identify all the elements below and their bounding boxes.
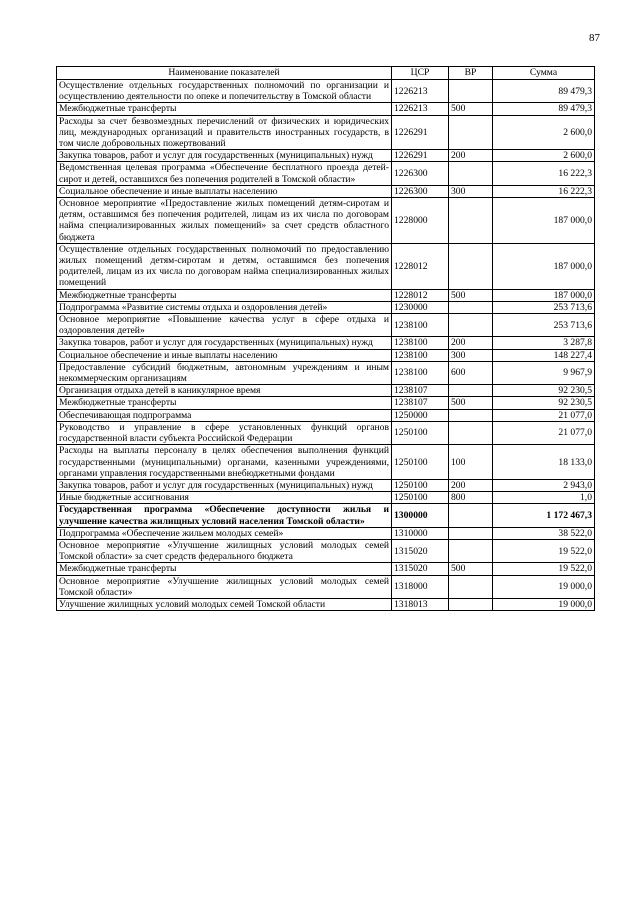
cell-sum: 19 522,0 <box>493 539 595 562</box>
table-row <box>57 527 595 539</box>
cell-name: Подпрограмма «Обеспечение жильем молодых семей» <box>57 527 392 539</box>
cell-sum: 21 077,0 <box>493 421 595 444</box>
cell-vr: 500 <box>449 397 493 409</box>
cell-name: Осуществление отдельных государственных полномочий по организации и осуществлению деятельности по опеке и попечительству в Томской области <box>57 80 392 103</box>
cell-name: Межбюджетные трансферты <box>57 397 392 409</box>
cell-vr: 800 <box>449 492 493 504</box>
cell-csr: 1226213 <box>392 103 449 115</box>
table-row <box>57 243 595 289</box>
cell-name: Расходы за счет безвозмездных перечислений от физических и юридических лиц, международных организаций и правительств иностранных государств, в том числе добровольных пожертвований <box>57 115 392 150</box>
cell-csr: 1226291 <box>392 115 449 150</box>
cell-vr: 200 <box>449 150 493 162</box>
cell-sum: 89 479,3 <box>493 103 595 115</box>
cell-vr <box>449 115 493 150</box>
cell-csr: 1238107 <box>392 397 449 409</box>
table-row <box>57 103 595 115</box>
cell-csr: 1318000 <box>392 575 449 598</box>
cell-name: Руководство и управление в сфере установленных функций органов государственной власти субъекта Российской Федерации <box>57 421 392 444</box>
cell-sum: 187 000,0 <box>493 243 595 289</box>
cell-sum: 89 479,3 <box>493 80 595 103</box>
cell-sum: 19 000,0 <box>493 575 595 598</box>
table-row <box>57 504 595 527</box>
table-row <box>57 150 595 162</box>
cell-vr: 100 <box>449 445 493 480</box>
cell-vr <box>449 598 493 610</box>
cell-sum: 19 000,0 <box>493 598 595 610</box>
cell-csr: 1238100 <box>392 337 449 349</box>
table-row <box>57 445 595 480</box>
cell-name: Закупка товаров, работ и услуг для государственных (муниципальных) нужд <box>57 479 392 491</box>
table-row <box>57 361 595 384</box>
cell-csr: 1230000 <box>392 301 449 313</box>
cell-vr: 600 <box>449 361 493 384</box>
cell-name: Основное мероприятие «Улучшение жилищных условий молодых семей Томской области» за счет средств федерального бюджета <box>57 539 392 562</box>
cell-vr <box>449 421 493 444</box>
cell-vr <box>449 80 493 103</box>
cell-sum: 187 000,0 <box>493 289 595 301</box>
cell-sum: 92 230,5 <box>493 397 595 409</box>
cell-name: Закупка товаров, работ и услуг для государственных (муниципальных) нужд <box>57 150 392 162</box>
cell-name: Осуществление отдельных государственных полномочий по предоставлению жилых помещений детям-сиротам и детям, оставшимся без попечения родителей, лицам из их числа по договорам найма специализированных жилых помещений <box>57 243 392 289</box>
table-row <box>57 397 595 409</box>
cell-csr: 1315020 <box>392 539 449 562</box>
cell-sum: 148 227,4 <box>493 349 595 361</box>
table-row <box>57 115 595 150</box>
cell-name: Государственная программа «Обеспечение доступности жилья и улучшение качества жилищных условий населения Томской области» <box>57 504 392 527</box>
cell-csr: 1226213 <box>392 80 449 103</box>
cell-sum: 253 713,6 <box>493 301 595 313</box>
table-row <box>57 162 595 185</box>
table-row <box>57 539 595 562</box>
cell-name: Основное мероприятие «Улучшение жилищных условий молодых семей Томской области» <box>57 575 392 598</box>
cell-vr: 200 <box>449 479 493 491</box>
cell-sum: 18 133,0 <box>493 445 595 480</box>
cell-name: Расходы на выплаты персоналу в целях обеспечения выполнения функций государственными (муниципальными) органами, казенными учреждениями, органами управления государственными внебюджетными фондами <box>57 445 392 480</box>
cell-csr: 1226300 <box>392 162 449 185</box>
cell-name: Межбюджетные трансферты <box>57 103 392 115</box>
cell-sum: 187 000,0 <box>493 198 595 244</box>
table-row <box>57 575 595 598</box>
cell-sum: 21 077,0 <box>493 409 595 421</box>
cell-csr: 1228012 <box>392 243 449 289</box>
cell-name: Ведомственная целевая программа «Обеспечение бесплатного проезда детей-сирот и детей, оставшихся без попечения родителей в Томской области» <box>57 162 392 185</box>
table-row <box>57 409 595 421</box>
cell-sum: 2 943,0 <box>493 479 595 491</box>
header-csr: ЦСР <box>392 67 449 80</box>
cell-csr: 1315020 <box>392 563 449 575</box>
cell-sum: 2 600,0 <box>493 115 595 150</box>
cell-sum: 38 522,0 <box>493 527 595 539</box>
cell-vr: 500 <box>449 103 493 115</box>
cell-name: Подпрограмма «Развитие системы отдыха и оздоровления детей» <box>57 301 392 313</box>
cell-csr: 1318013 <box>392 598 449 610</box>
table-row <box>57 421 595 444</box>
cell-csr: 1238100 <box>392 361 449 384</box>
cell-name: Улучшение жилищных условий молодых семей Томской области <box>57 598 392 610</box>
cell-csr: 1238107 <box>392 385 449 397</box>
cell-sum: 92 230,5 <box>493 385 595 397</box>
budget-table <box>56 66 595 611</box>
cell-sum: 1 172 467,3 <box>493 504 595 527</box>
table-row <box>57 314 595 337</box>
cell-csr: 1250100 <box>392 445 449 480</box>
cell-name: Социальное обеспечение и иные выплаты населению <box>57 349 392 361</box>
table-row <box>57 563 595 575</box>
cell-vr: 500 <box>449 289 493 301</box>
header-sum: Сумма <box>493 67 595 80</box>
table-row <box>57 301 595 313</box>
cell-vr: 300 <box>449 185 493 197</box>
table-row <box>57 385 595 397</box>
cell-vr <box>449 504 493 527</box>
cell-name: Предоставление субсидий бюджетным, автономным учреждениям и иным некоммерческим организациям <box>57 361 392 384</box>
cell-csr: 1238100 <box>392 349 449 361</box>
cell-vr <box>449 539 493 562</box>
cell-vr <box>449 301 493 313</box>
cell-vr <box>449 527 493 539</box>
cell-sum: 16 222,3 <box>493 185 595 197</box>
cell-name: Закупка товаров, работ и услуг для государственных (муниципальных) нужд <box>57 337 392 349</box>
cell-csr: 1250100 <box>392 492 449 504</box>
cell-vr: 300 <box>449 349 493 361</box>
table-row <box>57 289 595 301</box>
cell-csr: 1226291 <box>392 150 449 162</box>
cell-vr <box>449 162 493 185</box>
table-row <box>57 198 595 244</box>
table-row <box>57 349 595 361</box>
table-row <box>57 492 595 504</box>
cell-vr: 500 <box>449 563 493 575</box>
cell-vr: 200 <box>449 337 493 349</box>
table-body <box>57 80 595 611</box>
cell-vr <box>449 575 493 598</box>
cell-sum: 1,0 <box>493 492 595 504</box>
cell-sum: 2 600,0 <box>493 150 595 162</box>
table-row <box>57 80 595 103</box>
cell-name: Иные бюджетные ассигнования <box>57 492 392 504</box>
cell-csr: 1228012 <box>392 289 449 301</box>
cell-vr <box>449 314 493 337</box>
cell-sum: 19 522,0 <box>493 563 595 575</box>
cell-name: Основное мероприятие «Повышение качества услуг в сфере отдыха и оздоровления детей» <box>57 314 392 337</box>
cell-vr <box>449 198 493 244</box>
cell-csr: 1250000 <box>392 409 449 421</box>
cell-name: Межбюджетные трансферты <box>57 563 392 575</box>
header-vr: ВР <box>449 67 493 80</box>
cell-name: Обеспечивающая подпрограмма <box>57 409 392 421</box>
cell-vr <box>449 409 493 421</box>
cell-sum: 3 287,8 <box>493 337 595 349</box>
cell-sum: 253 713,6 <box>493 314 595 337</box>
cell-csr: 1310000 <box>392 527 449 539</box>
table-header-row <box>57 67 595 80</box>
cell-csr: 1238100 <box>392 314 449 337</box>
page-number: 87 <box>589 32 600 44</box>
table-row <box>57 479 595 491</box>
cell-csr: 1300000 <box>392 504 449 527</box>
cell-name: Основное мероприятие «Предоставление жилых помещений детям-сиротам и детям, оставшимся без попечения родителей, лицам из их числа по договорам найма специализированных жилых помещений» за счет средств областного бюджета <box>57 198 392 244</box>
cell-csr: 1228000 <box>392 198 449 244</box>
table-row <box>57 598 595 610</box>
cell-vr <box>449 243 493 289</box>
header-name: Наименование показателей <box>57 67 392 80</box>
table-row <box>57 337 595 349</box>
cell-csr: 1250100 <box>392 421 449 444</box>
table-row <box>57 185 595 197</box>
cell-name: Организация отдыха детей в каникулярное время <box>57 385 392 397</box>
cell-sum: 9 967,9 <box>493 361 595 384</box>
cell-name: Межбюджетные трансферты <box>57 289 392 301</box>
cell-sum: 16 222,3 <box>493 162 595 185</box>
cell-name: Социальное обеспечение и иные выплаты населению <box>57 185 392 197</box>
cell-csr: 1226300 <box>392 185 449 197</box>
cell-csr: 1250100 <box>392 479 449 491</box>
cell-vr <box>449 385 493 397</box>
